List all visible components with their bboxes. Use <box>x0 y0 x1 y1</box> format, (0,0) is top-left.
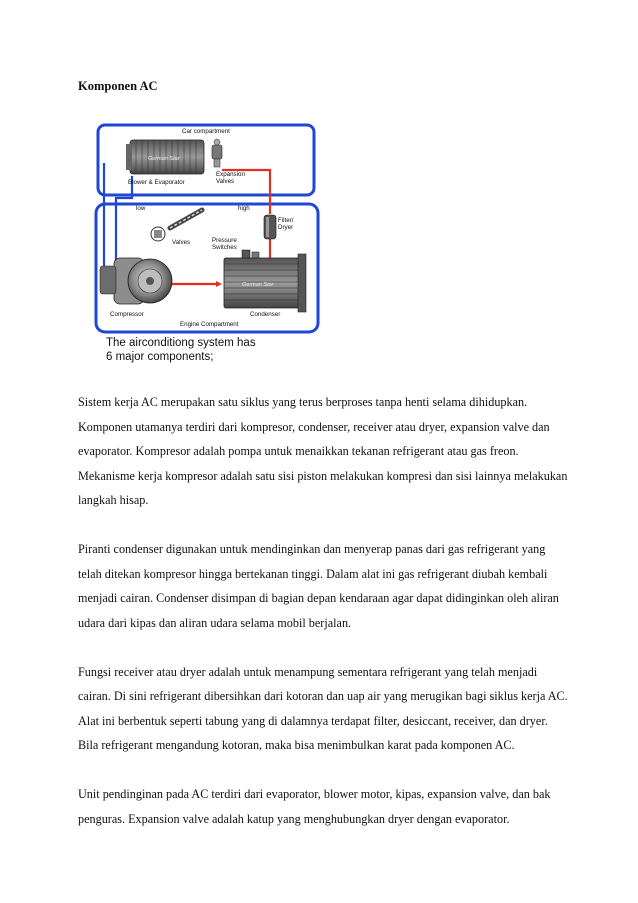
paragraph-receiver-dryer: Fungsi receiver atau dryer adalah untuk menampung sementara refrigerant yang telah menjadi cairan. Di sini refrigerant dibersihkan dari kotoran dan uap air yang merugikan bagi siklus kerja AC. Alat ini berbentuk seperti tabung yang di dalamnya terdapat filter, desiccant, receiver, dan dryer. Bila refrigerant mengandung kotoran, maka bisa menimbulkan karat pada komponen AC. <box>78 664 568 752</box>
expansion-valves-label-line1: Expansion <box>216 171 245 178</box>
expansion-valve-icon <box>212 139 222 167</box>
expansion-valves-label-line2: Valves <box>216 178 235 185</box>
condenser-brand-label: German Star <box>242 282 274 288</box>
paragraph-evaporator: Unit pendinginan pada AC terdiri dari evaporator, blower motor, kipas, expansion valve, dan bak penguras. Expansion valve adalah katup yang menghubungkan dryer dengan evaporator. <box>78 787 551 826</box>
condenser-label: Condenser <box>250 311 281 318</box>
service-valves-icon <box>151 210 202 241</box>
low-side-label: low <box>136 205 146 212</box>
pressure-switches-label-line1: Pressure <box>212 237 237 244</box>
flow-arrow <box>216 281 222 287</box>
ac-diagram-svg <box>92 118 326 376</box>
filter-dryer-label-line1: Filter/ <box>278 217 294 224</box>
pressure-switches-label-line2: Switches <box>212 244 237 251</box>
compressor-label: Compressor <box>110 311 144 318</box>
valves-label: Valves <box>172 239 191 246</box>
suction-line <box>104 163 114 268</box>
filter-dryer-icon <box>264 215 276 239</box>
ac-system-diagram <box>92 118 326 376</box>
diagram-caption-line2: 6 major components; <box>106 351 214 363</box>
low-pressure-line <box>116 176 132 268</box>
paragraph-compressor: Sistem kerja AC merupakan satu siklus yang terus berproses tanpa henti selama dihidupkan. Komponen utamanya terdiri dari kompresor, condenser, receiver atau dryer, expansion valve dan evaporator. Kompresor adalah pompa untuk menaikkan tekanan refrigerant atau gas freon. Mekanisme kerja kompresor adalah satu sisi piston melakukan kompresi dan sisi lainnya melakukan langkah hisap. <box>78 395 568 507</box>
filter-dryer-label-line2: Dryer <box>278 224 294 231</box>
engine-compartment-label: Engine Compartment <box>180 321 239 328</box>
blower-evaporator-label: Blower & Evaporator <box>128 179 185 186</box>
evaporator-brand-label: German Star <box>148 156 180 162</box>
high-side-label: high <box>238 205 250 212</box>
page-heading: Komponen AC <box>78 79 158 93</box>
paragraph-condenser: Piranti condenser digunakan untuk mendinginkan dan menyerap panas dari gas refrigerant yang telah ditekan kompresor hingga bertekanan tinggi. Dalam alat ini gas refrigerant diubah kembali menjadi cairan. Condenser disimpan di bagian depan kendaraan agar dapat didinginkan oleh aliran udara dari kipas dan aliran udara selama mobil berjalan. <box>78 542 559 630</box>
diagram-caption-line1: The airconditiong system has <box>106 337 256 349</box>
body-text <box>78 390 568 856</box>
car-compartment-label: Car compartment <box>182 128 230 135</box>
compressor-icon <box>100 258 172 304</box>
